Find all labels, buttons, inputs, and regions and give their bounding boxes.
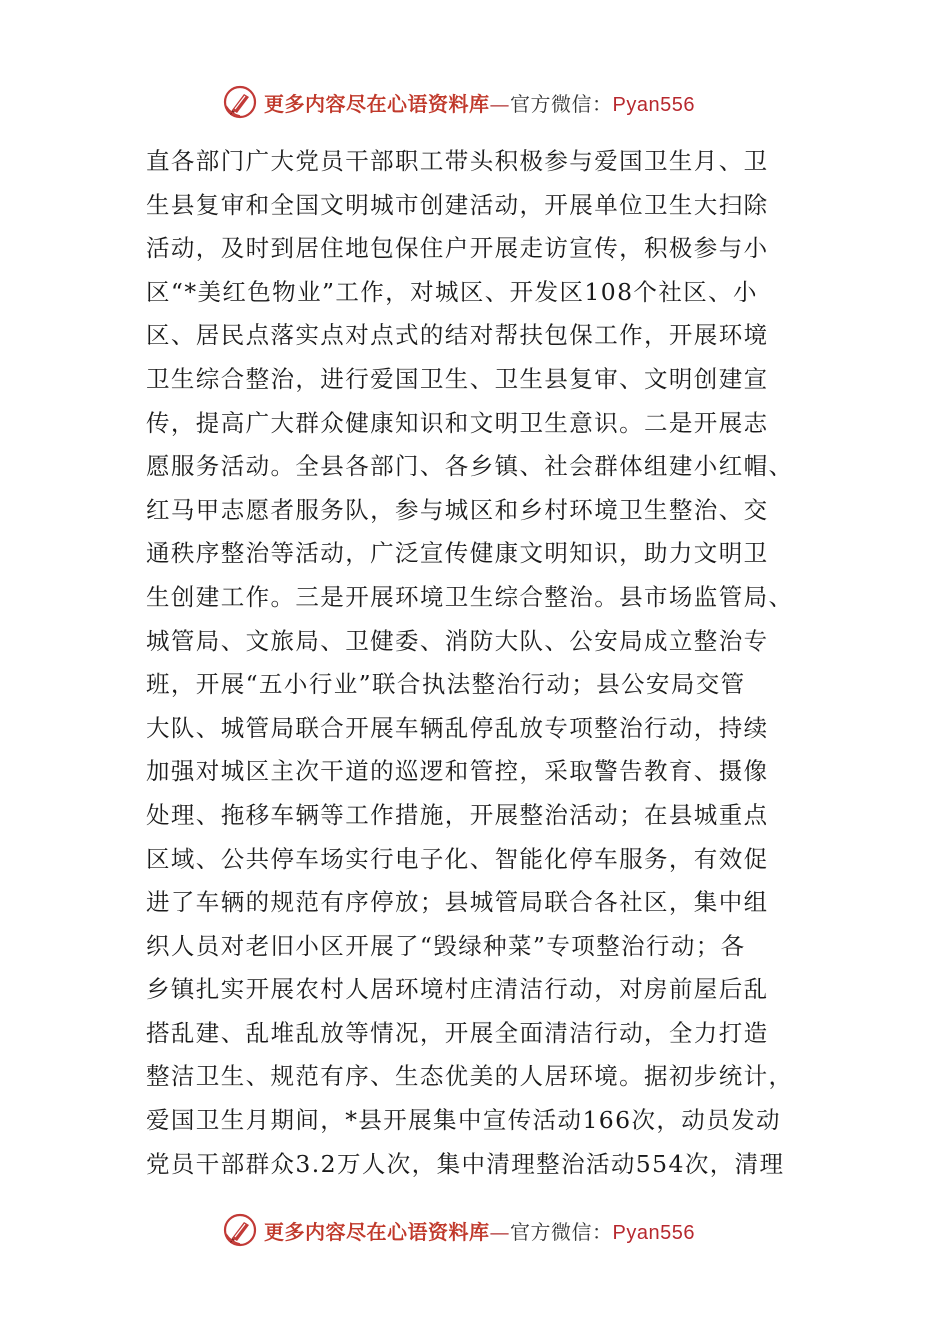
body-line: 直各部门广大党员干部职工带头积极参与爱国卫生月、卫 xyxy=(146,147,769,175)
body-line: 党员干部群众3.2万人次，集中清理整治活动554次，清理 xyxy=(146,1149,785,1178)
body-line: 愿服务活动。全县各部门、各乡镇、社会群体组建小红帽、 xyxy=(146,452,794,481)
footer-wechat-label: 官方微信： xyxy=(510,1219,613,1244)
body-line: 大队、城管局联合开展车辆乱停乱放专项整治行动，持续 xyxy=(146,713,769,742)
pen-nib-logo-icon xyxy=(222,1212,258,1248)
body-line: 生创建工作。三是开展环境卫生综合整治。县市场监管局、 xyxy=(146,582,794,611)
body-line: 城管局、文旅局、卫健委、消防大队、公安局成立整治专 xyxy=(146,626,769,655)
body-line: 织人员对老旧小区开展了“毁绿种菜”专项整治行动；各 xyxy=(146,931,746,960)
body-line: 处理、拖移车辆等工作措施，开展整治活动；在县城重点 xyxy=(146,800,769,829)
body-line: 整洁卫生、规范有序、生态优美的人居环境。据初步统计， xyxy=(146,1062,794,1091)
header-banner-text xyxy=(264,88,695,117)
body-line: 活动，及时到居住地包保住户开展走访宣传，积极参与小 xyxy=(146,234,769,263)
body-line: 搭乱建、乱堆乱放等情况，开展全面清洁行动，全力打造 xyxy=(146,1018,769,1047)
header-dash: — xyxy=(489,91,510,116)
body-line: 传，提高广大群众健康知识和文明卫生意识。二是开展志 xyxy=(146,408,769,437)
header-wechat-id: Pyan556 xyxy=(612,93,695,116)
body-line: 爱国卫生月期间，*县开展集中宣传活动166次，动员发动 xyxy=(146,1106,781,1135)
footer-banner xyxy=(222,1210,695,1250)
body-line: 区、居民点落实点对点式的结对帮扶包保工作，开展环境 xyxy=(146,321,769,350)
body-line: 红马甲志愿者服务队，参与城区和乡村环境卫生整治、交 xyxy=(146,495,769,524)
footer-dash: — xyxy=(489,1219,510,1244)
body-line: 区域、公共停车场实行电子化、智能化停车服务，有效促 xyxy=(146,844,769,873)
body-line: 通秩序整治等活动，广泛宣传健康文明知识，助力文明卫 xyxy=(146,539,769,568)
body-line: 班，开展“五小行业”联合执法整治行动；县公安局交管 xyxy=(146,670,746,699)
footer-wechat-id: Pyan556 xyxy=(612,1221,695,1244)
body-line: 加强对城区主次干道的巡逻和管控，采取警告教育、摄像 xyxy=(146,757,769,786)
header-wechat-label: 官方微信： xyxy=(510,91,613,116)
footer-banner-text xyxy=(264,1216,695,1245)
footer-site-name: 更多内容尽在心语资料库 xyxy=(264,1219,490,1244)
document-body xyxy=(146,140,806,1186)
body-line: 生县复审和全国文明城市创建活动，开展单位卫生大扫除 xyxy=(146,190,769,219)
body-line: 卫生综合整治，进行爱国卫生、卫生县复审、文明创建宣 xyxy=(146,364,769,393)
body-line: 乡镇扎实开展农村人居环境村庄清洁行动，对房前屋后乱 xyxy=(146,975,769,1004)
body-line: 进了车辆的规范有序停放；县城管局联合各社区，集中组 xyxy=(146,888,769,917)
pen-nib-logo-icon xyxy=(222,84,258,120)
body-line: 区“*美红色物业”工作，对城区、开发区108个社区、小 xyxy=(146,277,758,306)
header-banner xyxy=(222,82,695,122)
header-site-name: 更多内容尽在心语资料库 xyxy=(264,91,490,116)
